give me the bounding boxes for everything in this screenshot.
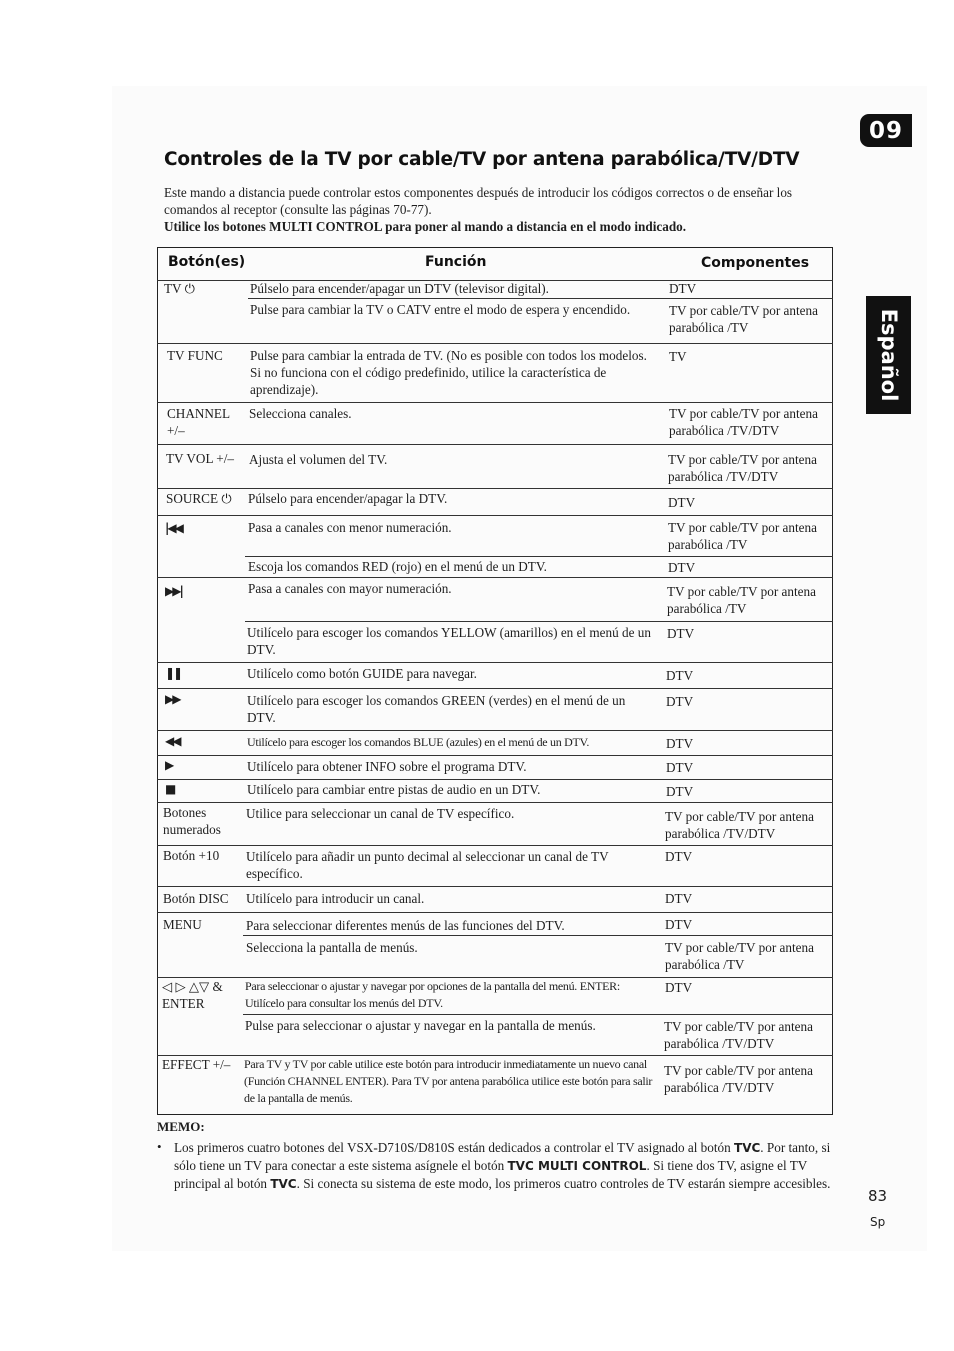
stop-icon: ■ (165, 782, 175, 796)
row-divider (157, 488, 833, 489)
table-cell-components: DTV (666, 694, 694, 709)
table-cell-components: DTV (665, 891, 693, 906)
fast-forward-icon: ▶▶ (165, 692, 180, 706)
table-cell-button: Botón DISC (163, 891, 229, 906)
intro-paragraph: Este mando a distancia puede controlar estos componentes después de introducir los códigos correctos o de enseñar los comandos al receptor (consulte las páginas 70-77). (164, 185, 793, 217)
table-cell-function: Utilícelo para cambiar entre pistas de audio en un DTV. (247, 782, 541, 797)
row-divider (248, 298, 833, 299)
table-cell-button: TV FUNC (167, 348, 223, 363)
table-cell-function: Púlselo para encender/apagar un DTV (televisor digital). (250, 281, 549, 296)
row-divider (157, 515, 833, 516)
table-cell-components: TV por cable/TV por antena parabólica /TV/DTV (668, 452, 817, 484)
prev-channel-icon: |◀◀ (165, 521, 182, 535)
table-cell-button: TV VOL +/– (166, 451, 235, 466)
table-cell-function: Para seleccionar o ajustar y navegar por opciones de la pantalla del menú. ENTER: Utilícelo para consultar los menús del DTV. (245, 979, 620, 1010)
row-divider (157, 444, 833, 445)
table-cell-function: Pulse para cambiar la TV o CATV entre el modo de espera y encendido. (250, 302, 631, 317)
chapter-badge: 09 (860, 114, 912, 147)
row-divider (157, 730, 833, 731)
table-cell-function: Púlselo para encender/apagar la DTV. (248, 491, 448, 506)
table-cell-button: TV ⏻ (164, 281, 196, 296)
table-cell-components: TV (669, 349, 687, 364)
intro-instruction: Utilice los botones MULTI CONTROL para poner al mando a distancia en el modo indicado. (164, 219, 687, 234)
table-cell-components: TV por cable/TV por antena parabólica /TV/DTV (669, 406, 818, 438)
table-cell-function: Utilícelo para obtener INFO sobre el programa DTV. (247, 759, 527, 774)
row-divider (157, 802, 833, 803)
table-cell-components: TV por cable/TV por antena parabólica /TV (669, 303, 818, 335)
table-cell-function: Pasa a canales con menor numeración. (248, 520, 452, 535)
column-header-components: Componentes (701, 255, 810, 271)
pause-icon: ❚❚ (165, 666, 182, 680)
controls-table (157, 247, 833, 1115)
memo-tvc-label: TVC (734, 1141, 761, 1155)
row-divider (157, 779, 833, 780)
rewind-icon: ◀◀ (165, 734, 180, 748)
table-cell-components: DTV (666, 668, 694, 683)
table-cell-function: Utilice para seleccionar un canal de TV específico. (246, 806, 515, 821)
row-divider (157, 886, 833, 887)
memo-text-part: Los primeros cuatro botones del VSX-D710S/D810S están dedicados a controlar el TV asignado al botón (174, 1140, 735, 1155)
table-cell-components: TV por cable/TV por antena parabólica /TV/DTV (665, 809, 814, 841)
memo-text (174, 1139, 840, 1193)
row-divider (157, 688, 833, 689)
table-cell-function: Pulse para seleccionar o ajustar y navegar en la pantalla de menús. (245, 1018, 596, 1033)
row-divider (245, 556, 833, 557)
table-cell-function: Ajusta el volumen del TV. (249, 452, 388, 467)
table-cell-function: Pasa a canales con mayor numeración. (248, 581, 452, 596)
table-cell-components: TV por cable/TV por antena parabólica /TV (667, 584, 816, 616)
table-cell-button: CHANNEL +/– (167, 406, 230, 438)
row-divider (243, 1014, 833, 1015)
play-icon: ▶ (165, 758, 173, 772)
row-divider (157, 577, 833, 578)
table-cell-function: Utilícelo para escoger los comandos BLUE (azules) en el menú de un DTV. (247, 735, 590, 749)
table-cell-function: Selecciona canales. (249, 406, 352, 421)
column-header-button: Botón(es) (168, 254, 246, 270)
table-cell-components: TV por cable/TV por antena parabólica /TV/DTV (664, 1063, 813, 1095)
table-cell-components: DTV (668, 560, 696, 575)
table-cell-components: DTV (665, 917, 693, 932)
table-cell-function: Escoja los comandos RED (rojo) en el menú de un DTV. (248, 559, 547, 574)
table-cell-components: DTV (669, 281, 697, 296)
table-cell-button: SOURCE ⏻ (166, 491, 232, 506)
table-cell-components: DTV (665, 849, 693, 864)
table-cell-components: TV por cable/TV por antena parabólica /TV (668, 520, 817, 552)
column-header-function: Función (425, 254, 487, 270)
row-divider (245, 621, 833, 622)
table-cell-function: Utilícelo para introducir un canal. (246, 891, 425, 906)
memo-tvc-label: TVC (270, 1177, 297, 1191)
language-side-tab-label: Español (876, 308, 901, 402)
row-divider (157, 912, 833, 913)
table-cell-button: MENU (163, 917, 202, 932)
table-cell-components: DTV (665, 980, 693, 995)
table-cell-function: Utilícelo para añadir un punto decimal al seleccionar un canal de TV específico. (246, 849, 609, 881)
table-cell-function: Utilícelo como botón GUIDE para navegar. (247, 666, 477, 681)
language-side-tab (866, 296, 911, 414)
table-cell-function: Para TV y TV por cable utilice este botón para introducir inmediatamente un nuevo canal (Función CHANNEL ENTER). Para TV por antena parabólica utilice este botón para salir de la pantalla de menús. (244, 1057, 653, 1105)
table-cell-function: Para seleccionar diferentes menús de las funciones del DTV. (246, 918, 565, 933)
page-number: 83 (868, 1187, 888, 1205)
table-cell-components: DTV (666, 760, 694, 775)
table-cell-components: TV por cable/TV por antena parabólica /TV (665, 940, 814, 972)
row-divider (157, 662, 833, 663)
memo-tvc-multi-control-label: TVC MULTI CONTROL (507, 1159, 647, 1173)
table-cell-components: TV por cable/TV por antena parabólica /TV/DTV (664, 1019, 813, 1051)
table-cell-components: DTV (667, 626, 695, 641)
next-channel-icon: ▶▶| (165, 584, 182, 598)
table-cell-components: DTV (666, 784, 694, 799)
page-title: Controles de la TV por cable/TV por antena parabólica/TV/DTV (164, 149, 800, 170)
memo-text-part: . Por tanto, si sólo tiene un TV para conectar a este sistema asígnele el botón (174, 1140, 831, 1173)
memo-label: MEMO: (157, 1119, 205, 1134)
row-divider (243, 935, 833, 936)
memo-bullet: • (157, 1139, 162, 1154)
table-cell-button: ◁ ▷ △▽ & ENTER (162, 979, 223, 1011)
table-cell-function: Utilícelo para escoger los comandos GREEN (verdes) en el menú de un DTV. (247, 693, 626, 725)
row-divider (157, 343, 833, 344)
table-cell-function: Utilícelo para escoger los comandos YELLOW (amarillos) en el menú de un DTV. (247, 625, 651, 657)
table-cell-components: DTV (666, 736, 694, 751)
row-divider (157, 845, 833, 846)
table-cell-button: Botón +10 (163, 848, 220, 863)
row-divider (157, 755, 833, 756)
table-cell-button: EFFECT +/– (162, 1057, 231, 1072)
table-cell-function: Pulse para cambiar la entrada de TV. (No es posible con todos los modelos. Si no funciona con el código predefinido, utilice la característica de aprendizaje). (250, 348, 647, 397)
page-language-code: Sp (870, 1215, 886, 1229)
memo-text-part: . Si tiene dos TV, asigne el TV principal al botón (174, 1158, 808, 1191)
memo-text-part: . Si conecta su sistema de este modo, los primeros cuatro controles de TV estarán siempre accesibles. (296, 1176, 831, 1191)
table-cell-function: Selecciona la pantalla de menús. (246, 940, 418, 955)
row-divider (157, 402, 833, 403)
table-cell-button: Botones numerados (163, 805, 221, 837)
table-cell-components: DTV (668, 495, 696, 510)
